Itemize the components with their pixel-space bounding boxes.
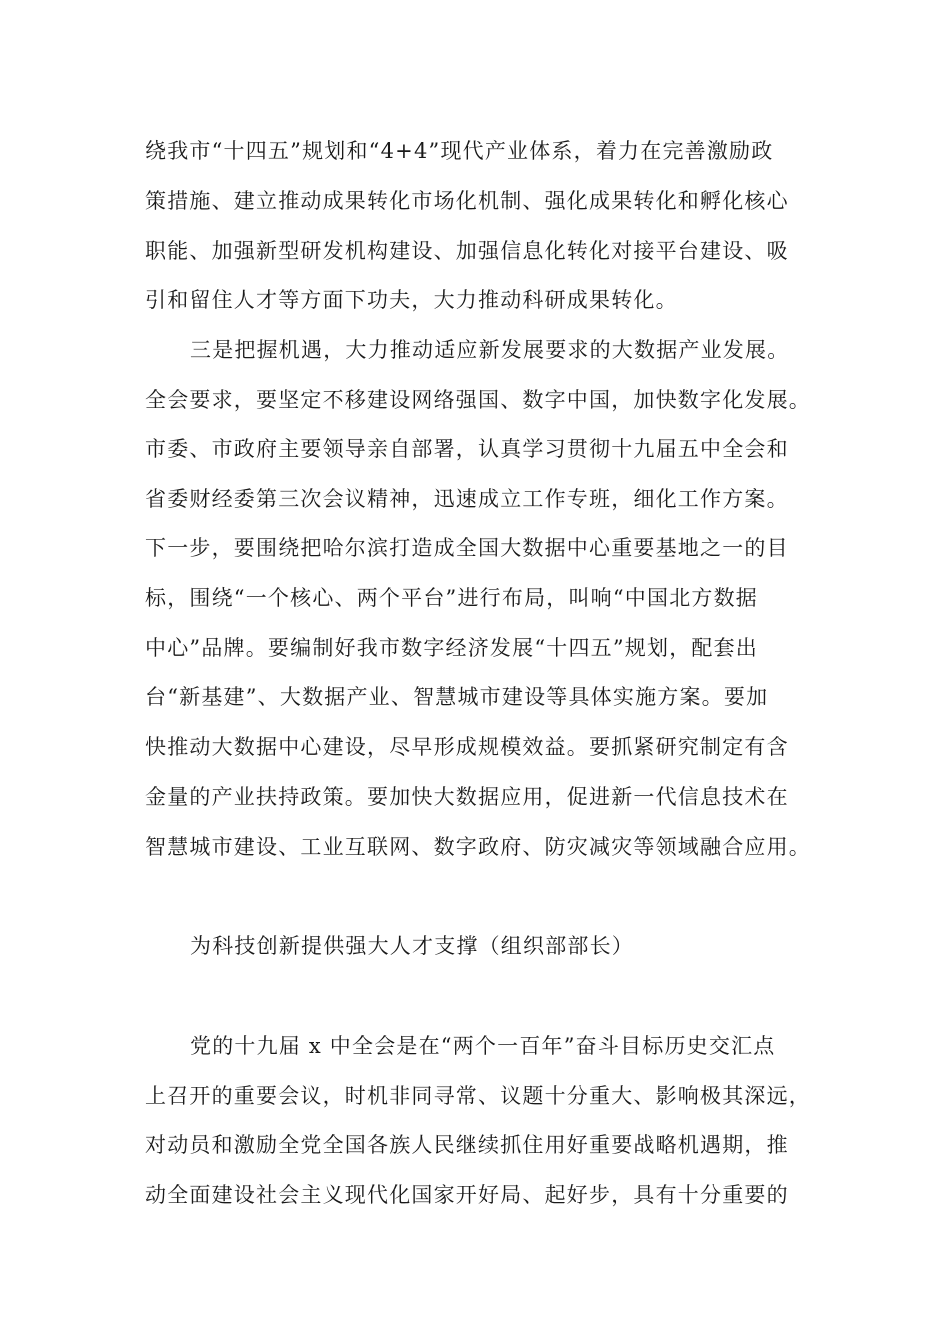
text-line: 中心”品牌。要编制好我市数字经济发展“十四五”规划，配套出 bbox=[145, 636, 759, 660]
text-line: 对动员和激励全党全国各族人民继续抓住用好重要战略机遇期，推 bbox=[145, 1133, 789, 1157]
text-line: 三是把握机遇，大力推动适应新发展要求的大数据产业发展。 bbox=[190, 338, 790, 362]
text-line: 全会要求，要坚定不移建设网络强国、数字中国，加快数字化发展。 bbox=[145, 388, 811, 412]
text-line: 智慧城市建设、工业互联网、数字政府、防灾减灾等领域融合应用。 bbox=[145, 835, 811, 859]
text-line: 引和留住人才等方面下功夫，大力推动科研成果转化。 bbox=[145, 288, 678, 312]
section-heading: 为科技创新提供强大人才支撑（组织部部长） bbox=[190, 934, 634, 958]
text-line: 绕我市“十四五”规划和“4+4”现代产业体系，着力在完善激励政 bbox=[145, 139, 774, 163]
text-line: 党的十九届 x 中全会是在“两个一百年”奋斗目标历史交汇点 bbox=[190, 1034, 776, 1058]
text-line: 省委财经委第三次会议精神，迅速成立工作专班，细化工作方案。 bbox=[145, 487, 789, 511]
text-line: 动全面建设社会主义现代化国家开好局、起好步，具有十分重要的 bbox=[145, 1183, 789, 1207]
text-line: 金量的产业扶持政策。要加快大数据应用，促进新一代信息技术在 bbox=[145, 785, 789, 809]
text-line: 台“新基建”、大数据产业、智慧城市建设等具体实施方案。要加 bbox=[145, 685, 769, 709]
text-line: 快推动大数据中心建设，尽早形成规模效益。要抓紧研究制定有含 bbox=[145, 735, 789, 759]
text-line: 市委、市政府主要领导亲自部署，认真学习贯彻十九届五中全会和 bbox=[145, 437, 789, 461]
text-line: 标，围绕“一个核心、两个平台”进行布局，叫响“中国北方数据 bbox=[145, 586, 759, 610]
text-line: 上召开的重要会议，时机非同寻常、议题十分重大、影响极其深远， bbox=[145, 1084, 811, 1108]
text-line: 下一步，要围绕把哈尔滨打造成全国大数据中心重要基地之一的目 bbox=[145, 536, 789, 560]
text-line: 策措施、建立推动成果转化市场化机制、强化成果转化和孵化核心 bbox=[145, 189, 789, 213]
text-line: 职能、加强新型研发机构建设、加强信息化转化对接平台建设、吸 bbox=[145, 239, 789, 263]
